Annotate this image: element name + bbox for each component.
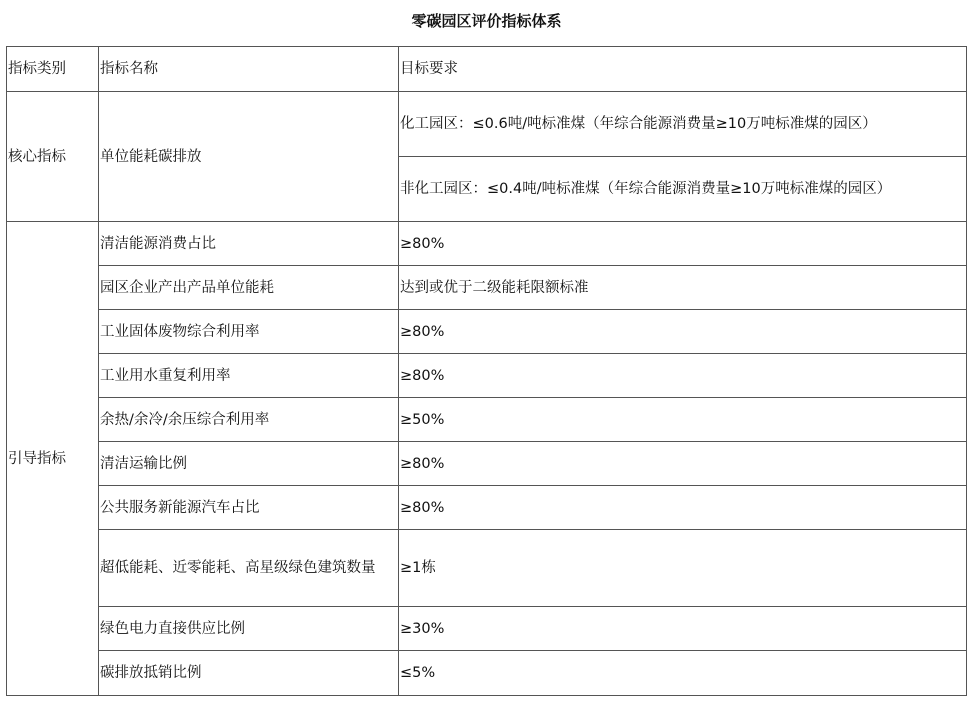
indicator-target: ≥50%	[399, 398, 967, 442]
header-target: 目标要求	[399, 47, 967, 92]
table-row	[7, 222, 967, 266]
table-row	[7, 486, 967, 530]
indicator-table	[6, 46, 967, 696]
indicator-target: ≥80%	[399, 486, 967, 530]
indicator-name: 碳排放抵销比例	[99, 651, 399, 696]
indicator-name: 工业固体废物综合利用率	[99, 310, 399, 354]
indicator-name: 单位能耗碳排放	[99, 92, 399, 222]
category-core: 核心指标	[7, 92, 99, 222]
indicator-target: ≥80%	[399, 310, 967, 354]
indicator-name: 清洁能源消费占比	[99, 222, 399, 266]
header-category: 指标类别	[7, 47, 99, 92]
indicator-name: 超低能耗、近零能耗、高星级绿色建筑数量	[99, 530, 399, 607]
indicator-target: 达到或优于二级能耗限额标准	[399, 266, 967, 310]
indicator-target: ≤5%	[399, 651, 967, 696]
indicator-name: 绿色电力直接供应比例	[99, 607, 399, 651]
table-row	[7, 607, 967, 651]
indicator-target: ≥80%	[399, 222, 967, 266]
indicator-name: 公共服务新能源汽车占比	[99, 486, 399, 530]
table-row	[7, 310, 967, 354]
header-name: 指标名称	[99, 47, 399, 92]
indicator-name: 清洁运输比例	[99, 442, 399, 486]
indicator-target: ≥30%	[399, 607, 967, 651]
indicator-name: 工业用水重复利用率	[99, 354, 399, 398]
category-guide: 引导指标	[7, 222, 99, 696]
table-header-row	[7, 47, 967, 92]
table-row	[7, 354, 967, 398]
indicator-target: 化工园区：≤0.6吨/吨标准煤（年综合能源消费量≥10万吨标准煤的园区）	[399, 92, 967, 157]
page-title: 零碳园区评价指标体系	[411, 12, 562, 30]
table-row	[7, 530, 967, 607]
indicator-target: ≥80%	[399, 354, 967, 398]
table-row	[7, 442, 967, 486]
indicator-name: 园区企业产出产品单位能耗	[99, 266, 399, 310]
indicator-target: ≥1栋	[399, 530, 967, 607]
table-row	[7, 266, 967, 310]
table-row	[7, 651, 967, 696]
indicator-name: 余热/余冷/余压综合利用率	[99, 398, 399, 442]
table-row	[7, 92, 967, 157]
indicator-target: ≥80%	[399, 442, 967, 486]
table-row	[7, 398, 967, 442]
indicator-target: 非化工园区：≤0.4吨/吨标准煤（年综合能源消费量≥10万吨标准煤的园区）	[399, 157, 967, 222]
